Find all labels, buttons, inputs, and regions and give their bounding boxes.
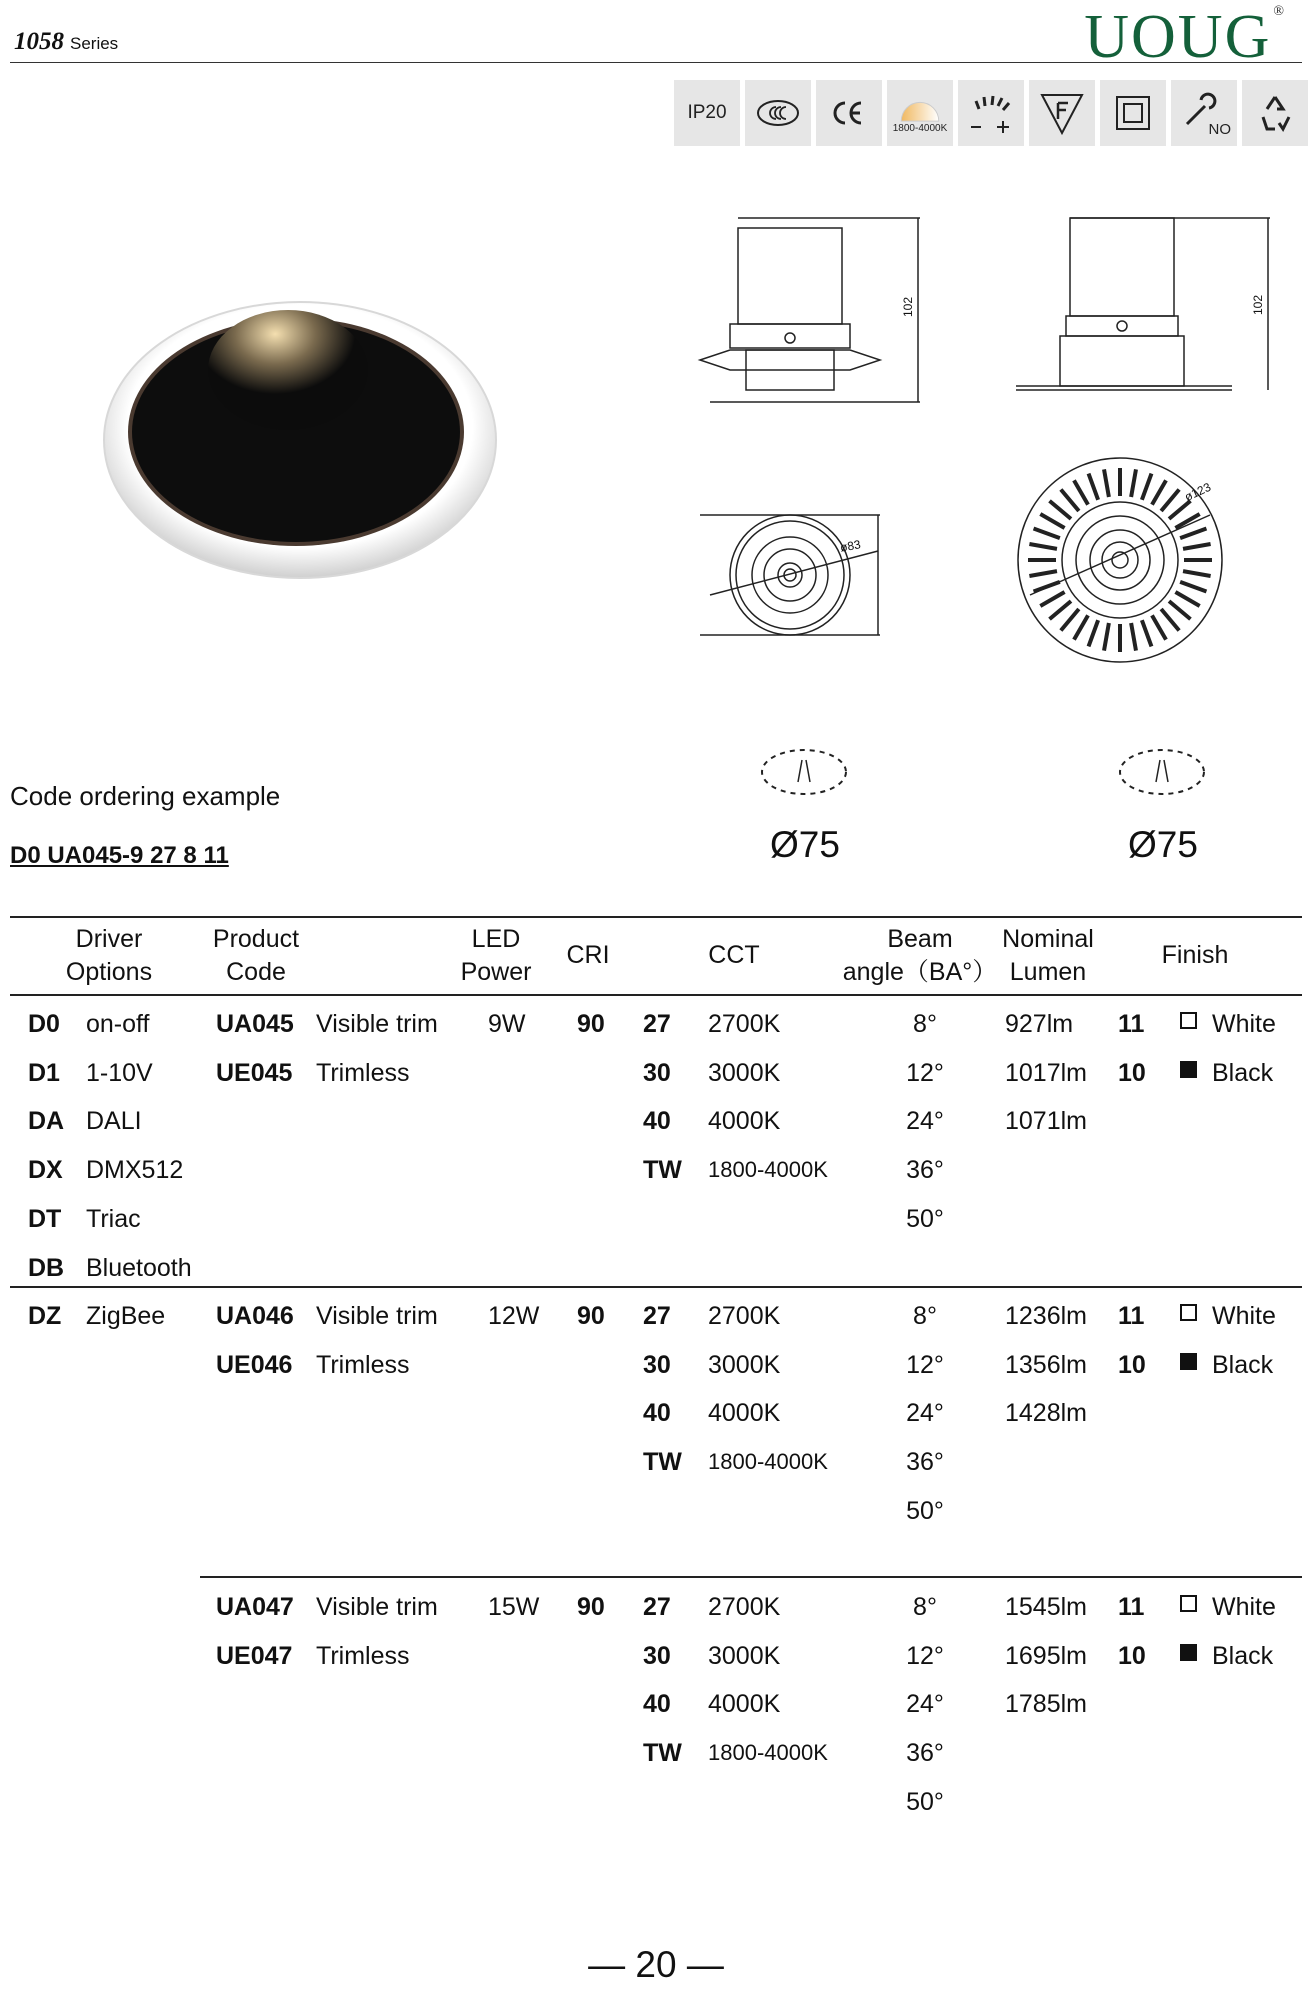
header-led-power (446, 923, 546, 989)
header-lumen-2: Lumen (1009, 958, 1087, 986)
heatsink-fin (1040, 514, 1064, 528)
cutout-diameter-2: Ø75 (1128, 824, 1198, 865)
series-word: Series (70, 34, 119, 53)
tunable-white-icon (887, 80, 953, 146)
heatsink-fin (1089, 474, 1099, 500)
ip-rating: IP20 (687, 102, 727, 123)
cct-range-label: 1800-4000K (892, 122, 948, 134)
header-cct: CCT (708, 941, 760, 969)
table-top-rule (10, 916, 1302, 918)
ccc-icon (745, 80, 811, 146)
product-code: UE046 (216, 1350, 293, 1379)
header-led-1: LED (471, 925, 521, 953)
no-label: NO (1208, 121, 1231, 138)
product-name: Visible trim (316, 1302, 438, 1330)
header-product-1: Product (212, 925, 300, 953)
cct-value: 1800-4000K (708, 1157, 828, 1183)
beam-angle: 50° (906, 1496, 944, 1525)
cct-value: 1800-4000K (708, 1449, 828, 1475)
cct-value: 4000K (708, 1399, 781, 1428)
beam-angle: 8° (913, 1302, 937, 1330)
header-product-2: Code (226, 958, 286, 986)
cct-code: 40 (643, 1690, 671, 1719)
driver-name: DMX512 (86, 1156, 184, 1185)
nominal-lumen: 1545lm (1005, 1593, 1087, 1621)
cct-code: 30 (643, 1058, 671, 1087)
cri-value: 90 (577, 1593, 605, 1621)
heatsink-fin (1142, 474, 1152, 500)
beam-angle: 50° (906, 1787, 944, 1816)
header-divider (10, 62, 1302, 63)
cct-code: 30 (643, 1641, 671, 1670)
product-name: Trimless (316, 1641, 410, 1670)
finish-name: Black (1212, 1350, 1274, 1379)
header-led-2: Power (460, 958, 532, 986)
code-ordering-title: Code ordering example (10, 781, 281, 811)
nominal-lumen: 927lm (1005, 1010, 1074, 1038)
heatsink-fin (1183, 544, 1211, 549)
finish-code: 11 (1118, 1302, 1145, 1330)
heatsink-fin (1152, 615, 1166, 639)
cct-code: TW (643, 1739, 682, 1768)
cct-code: TW (643, 1156, 682, 1185)
cct-value: 1800-4000K (708, 1740, 828, 1766)
header-beam-1: Beam (887, 925, 953, 953)
cct-value: 3000K (708, 1350, 781, 1379)
finish-code: 10 (1118, 1641, 1146, 1670)
product-name: Visible trim (316, 1593, 438, 1621)
heatsink-fin (1034, 529, 1060, 539)
heatsink-fin (1183, 571, 1211, 576)
no-tools-icon (1171, 80, 1237, 146)
beam-angle: 8° (913, 1010, 937, 1038)
cct-value: 4000K (708, 1690, 781, 1719)
heatsink-fin (1104, 623, 1109, 651)
heatsink-fin (1074, 480, 1088, 504)
heatsink-fin (1161, 490, 1179, 511)
finish-name: Black (1212, 1641, 1274, 1670)
driver-name: 1-10V (86, 1058, 153, 1087)
cutout-symbol-2 (1116, 744, 1208, 805)
heatsink-fin (1152, 480, 1166, 504)
cct-value: 3000K (708, 1058, 781, 1087)
side-view-drawing-2 (1010, 210, 1280, 405)
cct-code: 30 (643, 1350, 671, 1379)
product-code: UA047 (216, 1593, 294, 1621)
nominal-lumen: 1356lm (1005, 1350, 1087, 1379)
ip20-icon (674, 80, 740, 146)
series-number: 1058 (14, 28, 64, 55)
brand-name: UOUG (1084, 3, 1272, 71)
beam-angle: 36° (906, 1156, 944, 1185)
beam-angle: 24° (906, 1399, 944, 1428)
cutout-diameter-1: Ø75 (770, 824, 840, 865)
heatsink-fin (1142, 620, 1152, 646)
header-driver-options (46, 923, 172, 989)
driver-name: DALI (86, 1107, 142, 1136)
finish-code: 10 (1118, 1058, 1146, 1087)
table-header-rule (10, 994, 1302, 996)
product-code: UA046 (216, 1302, 294, 1330)
beam-angle: 24° (906, 1107, 944, 1136)
empty-square-icon (1180, 1307, 1197, 1325)
cct-code: 27 (643, 1593, 671, 1621)
empty-square-icon (1180, 1015, 1197, 1033)
heatsink-fin (1161, 609, 1179, 630)
height-dimension-2: 102 (1251, 294, 1266, 316)
finish-name: White (1212, 1593, 1276, 1621)
driver-name: ZigBee (86, 1302, 166, 1331)
beam-angle: 50° (906, 1204, 944, 1233)
heatsink-fin (1169, 601, 1190, 619)
cct-code: 27 (643, 1010, 671, 1038)
heatsink-fin (1040, 592, 1064, 606)
nominal-lumen: 1236lm (1005, 1302, 1087, 1330)
finish-name: Black (1212, 1058, 1274, 1087)
driver-code: D0 (28, 1010, 60, 1038)
header-driver-2: Options (65, 958, 153, 986)
cct-value: 2700K (708, 1593, 781, 1621)
nominal-lumen: 1071lm (1005, 1107, 1087, 1136)
header-cri: CRI (566, 941, 610, 969)
finish-name: White (1212, 1302, 1276, 1330)
beam-angle: 8° (913, 1593, 937, 1621)
heatsink-fin (1104, 469, 1109, 497)
heatsink-fin (1180, 582, 1206, 592)
heatsink-fin (1061, 490, 1079, 511)
heatsink-fin (1050, 501, 1071, 519)
diameter-dimension-1: ø83 (838, 537, 862, 555)
header-finish: Finish (1161, 941, 1229, 969)
empty-square-icon (1180, 1598, 1197, 1616)
finish-name: White (1212, 1010, 1276, 1038)
heatsink-fin (1029, 571, 1057, 576)
driver-code: DA (28, 1107, 65, 1136)
product-name: Trimless (316, 1058, 410, 1087)
nominal-lumen: 1695lm (1005, 1641, 1087, 1670)
header-beam-2: angle（BA°） (842, 958, 998, 986)
heatsink-fin (1061, 609, 1079, 630)
cct-code: 27 (643, 1302, 671, 1330)
cct-code: 40 (643, 1107, 671, 1136)
heatsink-fin (1089, 620, 1099, 646)
ce-icon (816, 80, 882, 146)
product-code: UE047 (216, 1641, 293, 1670)
beam-angle: 12° (906, 1058, 944, 1087)
filled-square-icon (1180, 1356, 1197, 1374)
header-beam-angle (840, 923, 1000, 989)
driver-code: DB (28, 1253, 65, 1282)
beam-angle: 36° (906, 1448, 944, 1477)
f-mark-icon (1029, 80, 1095, 146)
product-photo (100, 300, 500, 587)
header-nominal-lumen (988, 923, 1108, 989)
cct-code: 40 (643, 1399, 671, 1428)
table-group-rule-2 (200, 1576, 1302, 1578)
finish-code: 11 (1118, 1593, 1145, 1621)
nominal-lumen: 1428lm (1005, 1399, 1087, 1428)
product-name: Trimless (316, 1350, 410, 1379)
side-view-drawing-1 (690, 210, 930, 415)
driver-name: Bluetooth (86, 1253, 192, 1282)
header-driver-1: Driver (75, 925, 143, 953)
beam-angle: 36° (906, 1739, 944, 1768)
driver-code: DX (28, 1156, 63, 1185)
led-power: 12W (488, 1302, 540, 1330)
finish-code: 11 (1118, 1010, 1145, 1038)
cutout-symbol-1 (758, 744, 850, 805)
height-dimension-1: 102 (901, 296, 916, 318)
heatsink-fin (1131, 469, 1136, 497)
diameter-dimension-2: ø123 (1182, 479, 1214, 505)
cct-value: 3000K (708, 1641, 781, 1670)
filled-square-icon (1180, 1647, 1197, 1665)
beam-angle: 24° (906, 1690, 944, 1719)
beam-angle: 12° (906, 1350, 944, 1379)
series-label (14, 28, 118, 56)
table-group-rule-1 (10, 1286, 1302, 1288)
filled-square-icon (1180, 1064, 1197, 1082)
top-view-drawing-2 (1010, 455, 1240, 670)
heatsink-fin (1029, 544, 1057, 549)
beam-angle: 12° (906, 1641, 944, 1670)
driver-code: DT (28, 1204, 62, 1233)
finish-code: 10 (1118, 1350, 1146, 1379)
driver-code: D1 (28, 1058, 60, 1087)
cct-value: 2700K (708, 1302, 781, 1330)
top-view-drawing-1 (690, 505, 930, 650)
led-power: 9W (488, 1010, 526, 1038)
code-ordering-example: D0 UA045-9 27 8 11 (10, 842, 229, 869)
product-code: UA045 (216, 1010, 294, 1038)
recycle-icon (1242, 80, 1308, 146)
cct-value: 4000K (708, 1107, 781, 1136)
driver-code: DZ (28, 1302, 62, 1331)
driver-name: Triac (86, 1204, 141, 1233)
dimmable-icon (958, 80, 1024, 146)
product-code: UE045 (216, 1058, 293, 1087)
heatsink-fin (1175, 592, 1199, 606)
driver-name: on-off (86, 1010, 150, 1038)
heatsink-fin (1050, 601, 1071, 619)
led-power: 15W (488, 1593, 540, 1621)
registered-mark: ® (1273, 4, 1286, 19)
page-number: — 20 — (588, 1944, 724, 1985)
cri-value: 90 (577, 1302, 605, 1330)
nominal-lumen: 1785lm (1005, 1690, 1087, 1719)
cct-value: 2700K (708, 1010, 781, 1038)
cct-code: TW (643, 1448, 682, 1477)
header-lumen-1: Nominal (1002, 925, 1094, 953)
heatsink-fin (1074, 615, 1088, 639)
heatsink-fin (1180, 529, 1206, 539)
cri-value: 90 (577, 1010, 605, 1038)
product-name: Visible trim (316, 1010, 438, 1038)
class-ii-icon (1100, 80, 1166, 146)
heatsink-fin (1131, 623, 1136, 651)
header-product-code (196, 923, 316, 989)
nominal-lumen: 1017lm (1005, 1058, 1087, 1087)
